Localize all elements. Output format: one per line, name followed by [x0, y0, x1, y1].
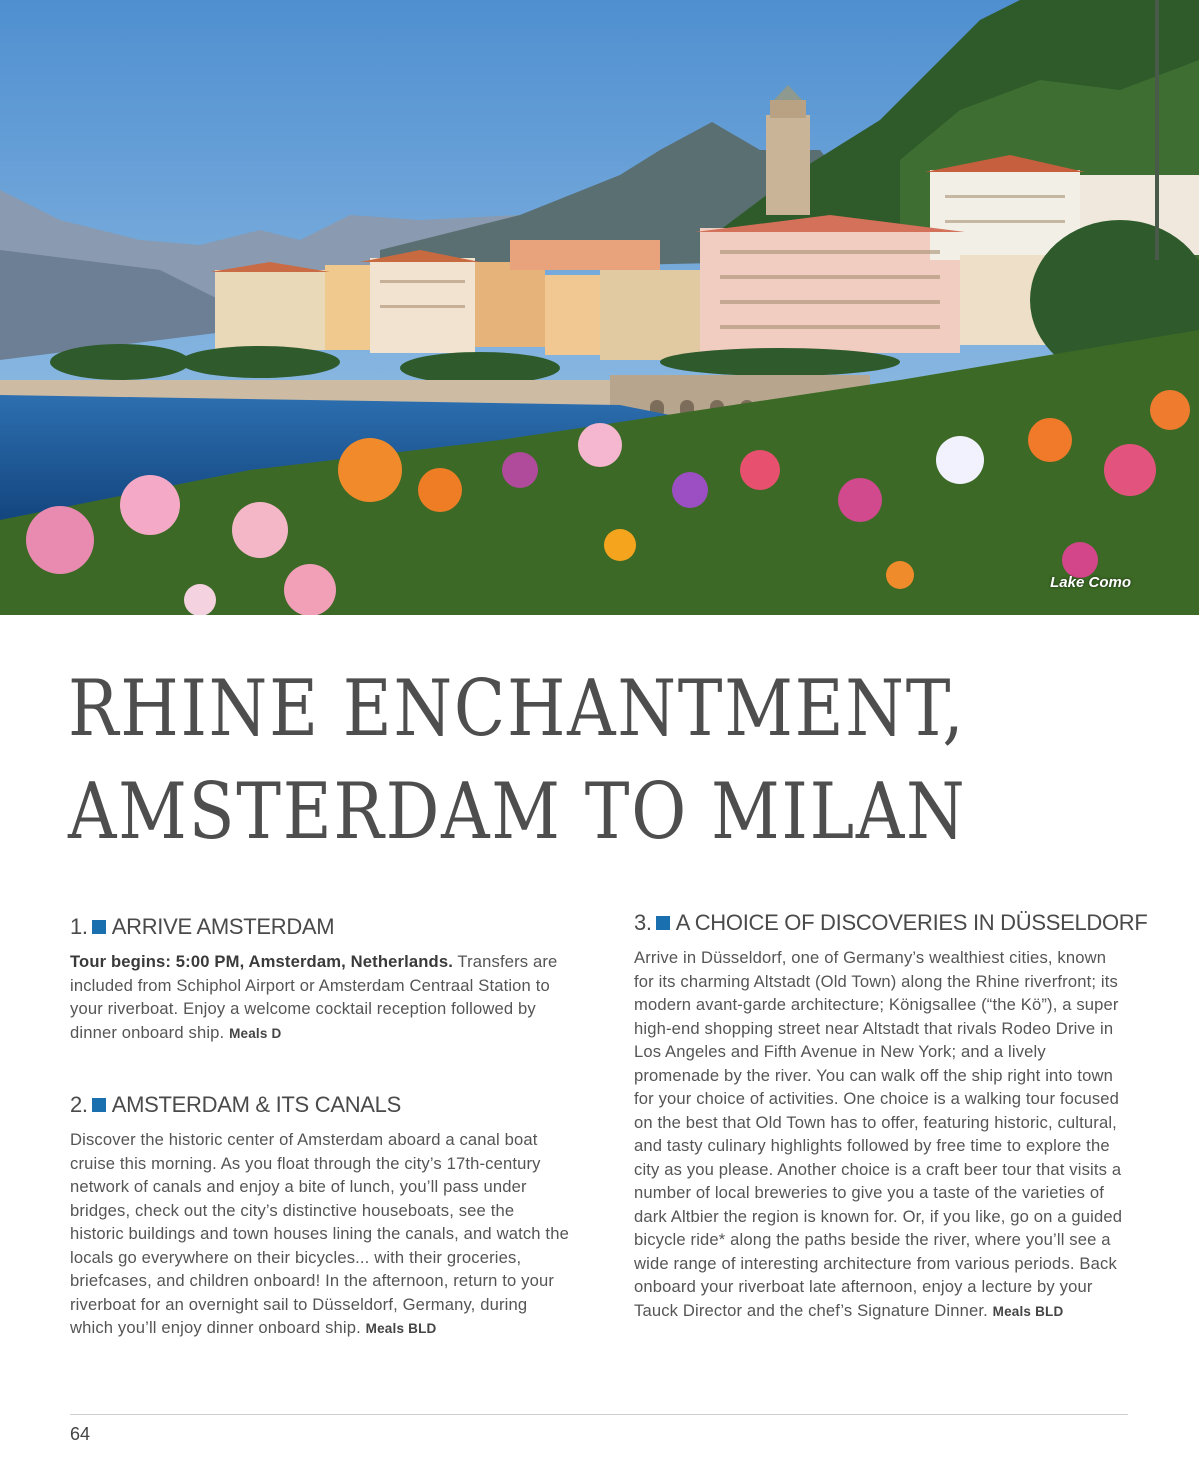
photo-caption: Lake Como: [1050, 574, 1131, 591]
footer-divider: [70, 1414, 1128, 1415]
day-description: [70, 1128, 570, 1341]
day-title: ARRIVE AMSTERDAM: [111, 914, 335, 939]
day-body-text: Transfers are included from Schiphol Airport or Amsterdam Centraal Station to your riverboat. Enjoy a welcome cocktail reception followed by dinner onboard ship.: [70, 952, 558, 1042]
title-line-1: RHINE ENCHANTMENT,: [68, 664, 966, 754]
tour-start-lead: Tour begins: 5:00 PM, Amsterdam, Netherlands.: [70, 952, 453, 971]
day-title: A CHOICE OF DISCOVERIES IN DÜSSELDORF: [675, 910, 1148, 935]
day-1: [70, 914, 570, 1045]
meals-label: Meals D: [229, 1025, 282, 1041]
lake-como-illustration: [0, 0, 1199, 615]
day-body-text: Arrive in Düsseldorf, one of Germany’s wealthiest cities, known for its charming Altstadt (Old Town) along the Rhine riverfront; its modern avant-garde architecture; Königsallee (“the Kö”), a super high-end shopping street near Altstadt that rivals Rodeo Drive in Los Angeles and Fifth Avenue in New York; and a lively promenade by the river. You can walk off the ship right into town for your choice of activities. One choice is a walking tour focused on the best that Old Town has to offer, featuring historic, cultural, and tasty culinary highlights followed by free time to explore the city as you please. Another choice is a craft beer tour that visits a number of local breweries to give you a taste of the varieties of dark Altbier the region is known for. Or, if you like, go on a guided bicycle ride* along the paths beside the river, where you’ll see a wide range of interesting architecture from various periods. Back onboard your riverboat late afternoon, enjoy a lecture by your Tauck Director and the chef’s Signature Dinner.: [634, 948, 1123, 1320]
day-2: [70, 1092, 570, 1341]
day-title: AMSTERDAM & ITS CANALS: [111, 1092, 401, 1117]
blue-square-bullet: [92, 1098, 106, 1112]
day-description: [70, 950, 570, 1045]
blue-square-bullet: [656, 916, 670, 930]
day-heading: [70, 914, 570, 940]
day-heading: [634, 910, 1148, 936]
title-line-2: AMSTERDAM TO MILAN: [68, 767, 967, 857]
blue-square-bullet: [92, 920, 106, 934]
page-number: 64: [70, 1424, 91, 1444]
day-heading: [70, 1092, 570, 1118]
day-number: 1.: [70, 914, 88, 939]
meals-label: Meals BLD: [365, 1321, 437, 1336]
hero-photo: [0, 0, 1199, 615]
day-description: [634, 946, 1129, 1323]
day-body-text: Discover the historic center of Amsterdam aboard a canal boat cruise this morning. As you float through the city’s 17th-century network of canals and enjoy a bite of lunch, you’ll pass under bridges, check out the city’s distinctive houseboats, see the historic buildings and town houses lining the canals, and watch the locals go everywhere on their bicycles... with their groceries, briefcases, and children onboard! In the afternoon, return to your riverboat for an overnight sail to Düsseldorf, Germany, during which you’ll enjoy dinner onboard ship.: [70, 1130, 569, 1337]
day-3: [634, 910, 1148, 1323]
page-title: [68, 658, 980, 864]
day-number: 3.: [634, 910, 652, 935]
meals-label: Meals BLD: [992, 1303, 1064, 1319]
day-number: 2.: [70, 1092, 88, 1117]
